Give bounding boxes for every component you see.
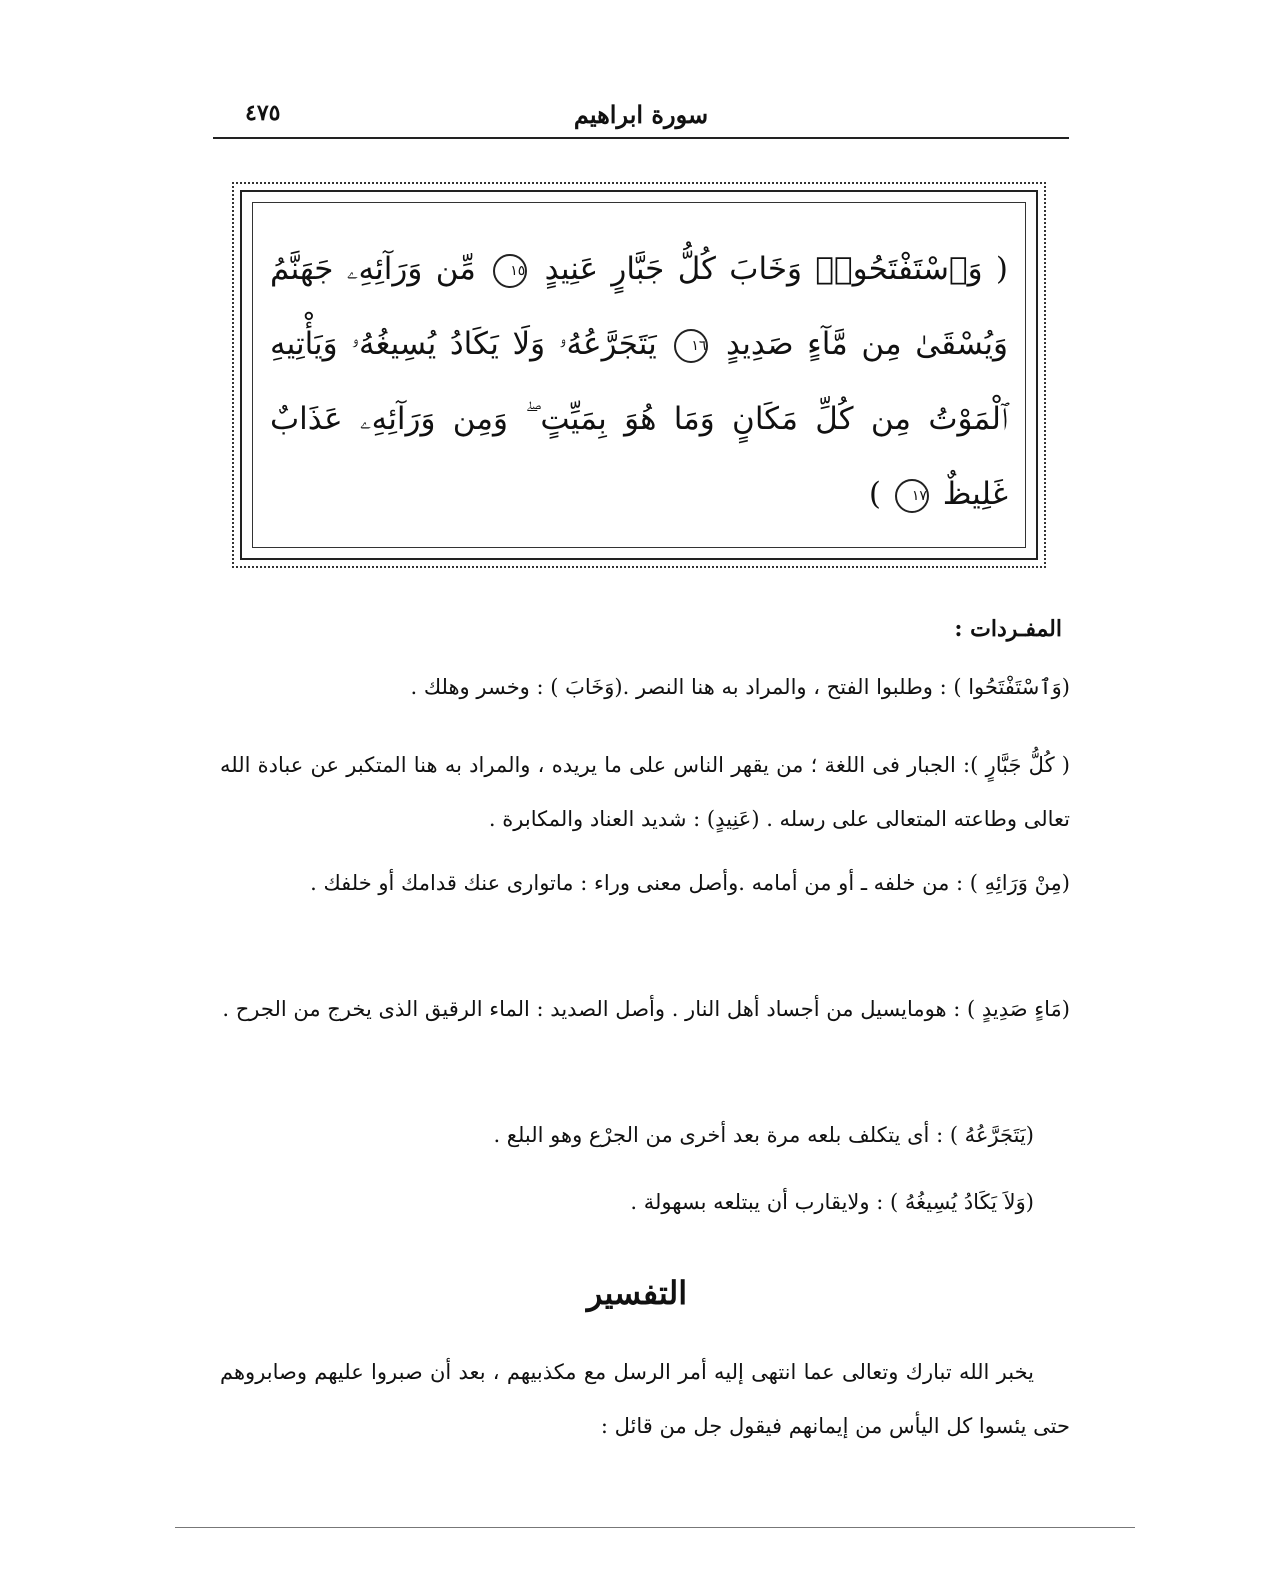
- surah-title: سورة ابراهيم: [573, 100, 709, 129]
- quran-verse-frame: [240, 190, 1038, 560]
- header-divider: [213, 137, 1069, 139]
- quran-verse-text: [270, 232, 1008, 532]
- vocab-entry: (وَٱسْتَفْتَحُوا ) : وطلبوا الفتح ، والمراد به هنا النصر .(وَخَابَ ) : وخسر وهلك .: [410, 675, 1070, 699]
- ayah-number-marker: ١٧: [895, 479, 929, 513]
- ayah-number-marker: ١٦: [674, 329, 708, 363]
- ayah-number-marker: ١٥: [493, 254, 527, 288]
- vocabulary-heading: المفـردات :: [954, 616, 1062, 642]
- footer-divider: [175, 1527, 1135, 1528]
- verse-segment: مِّن وَرَآئِهِۦ جَهَنَّمُ وَيُسْقَىٰ مِن مَّآءٍ صَدِيدٍ: [270, 251, 1008, 362]
- page-header: [215, 98, 1067, 134]
- vocab-entry: (مِنْ وَرَائِهِ ) : من خلفه ـ أو من أمامه .وأصل معنى وراء : ماتوارى عنك قدامك أو خلفك .: [310, 871, 1070, 895]
- vocab-entry: (وَلاَ يَكَادُ يُسِيغُهُ ) : ولايقارب أن يبتلعه بسهولة .: [630, 1190, 1034, 1214]
- verse-segment: ( وَٱسْتَفْتَحُوا۟ وَخَابَ كُلُّ جَبَّارٍ عَنِيدٍ: [544, 251, 1008, 287]
- verse-segment: ): [868, 476, 882, 512]
- page-number: ٤٧٥: [245, 100, 281, 126]
- vocab-entry: (مَاءٍ صَدِيدٍ ) : هومايسيل من أجساد أهل النار . وأصل الصديد : الماء الرقيق الذى يخرج من الجرح .: [222, 997, 1070, 1021]
- tafsir-heading: التفسير: [586, 1274, 688, 1312]
- verse-segment: يَتَجَرَّعُهُۥ وَلَا يَكَادُ يُسِيغُهُۥ وَيَأْتِيهِ ٱلْمَوْتُ مِن كُلِّ مَكَانٍ وَمَا هُوَ بِمَيِّتٍ ۖ وَمِن وَرَآئِهِۦ عَذَابٌ غَلِيظٌ: [270, 326, 1008, 512]
- tafsir-paragraph: يخبر الله تبارك وتعالى عما انتهى إليه أمر الرسل مع مكذبيهم ، بعد أن صبروا عليهم وصابروهم حتى يئسوا كل اليأس من إيمانهم فيقول جل من قائل :: [220, 1360, 1070, 1438]
- vocab-entry: ( كُلُّ جَبَّارٍ ): الجبار فى اللغة ؛ من يقهر الناس على ما يريده ، والمراد به هنا المتكبر عن عبادة الله تعالى وطاعته المتعالى على رسله . (عَنِيدٍ) : شديد العناد والمكابرة .: [220, 753, 1070, 831]
- vocab-entry: (يَتَجَرَّعُهُ ) : أى يتكلف بلعه مرة بعد أخرى من الجرْع وهو البلع .: [493, 1123, 1034, 1147]
